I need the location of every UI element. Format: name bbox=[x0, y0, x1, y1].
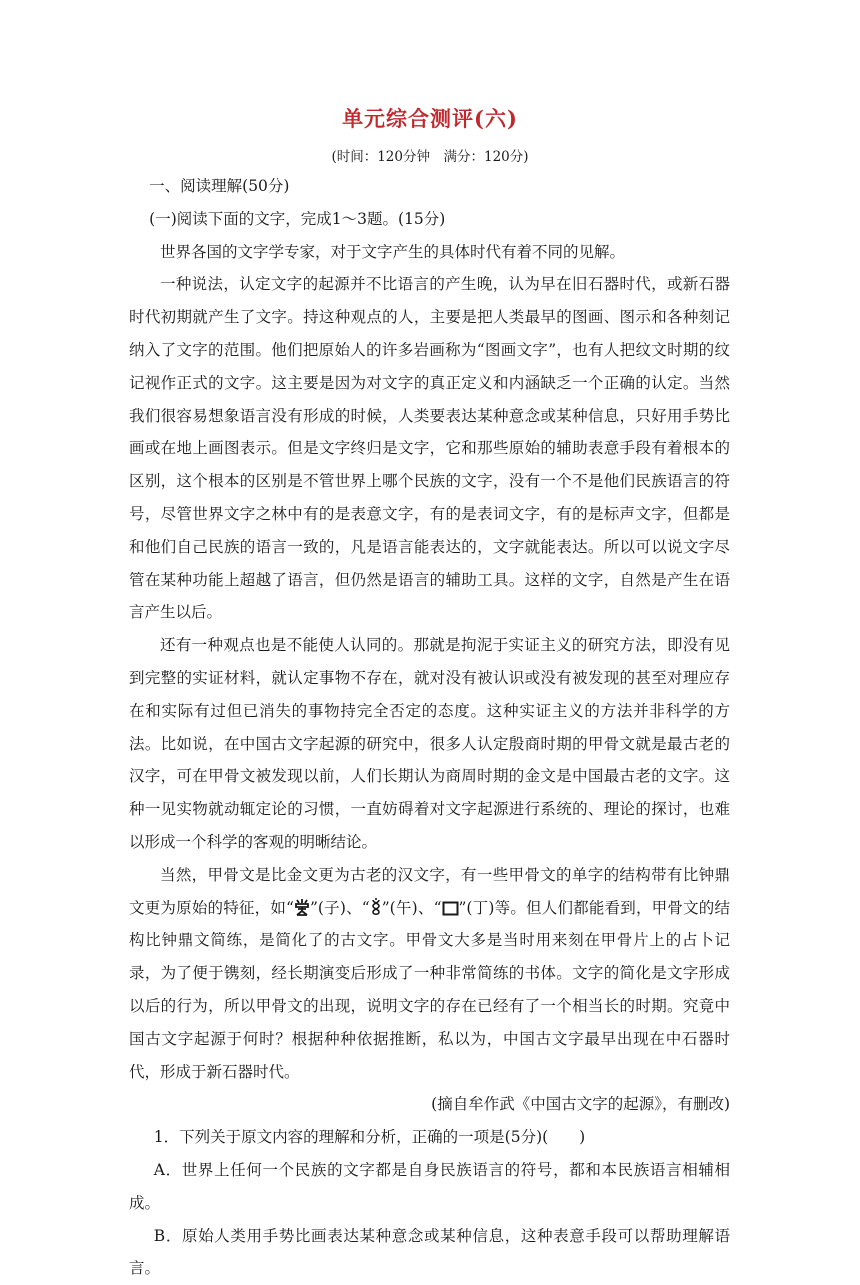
oracle-zi-glyph bbox=[294, 898, 310, 916]
paragraph-3: 还有一种观点也是不能使人认同的。那就是拘泥于实证主义的研究方法，即没有见到完整的实证材料，就认定事物不存在，就对没有被认识或没有被发现的甚至对理应存在和实际有过但已消失的事物持完全否定的态度。这种实证主义的方法并非科学的方法。比如说，在中国古文字起源的研究中，很多人认定殷商时期的甲骨文就是最古老的汉字，可在甲骨文被发现以前，人们长期认为商周时期的金文是中国最古老的文字。这种一见实物就动辄定论的习惯，一直妨碍着对文字起源进行系统的、理论的探讨，也难以形成一个科学的客观的明晰结论。 bbox=[129, 629, 730, 859]
question-1: 1．下列关于原文内容的理解和分析，正确的一项是(5分)( ) bbox=[129, 1121, 730, 1154]
paragraph-4-part-a: 当然，甲骨文是比金文更为古老的汉文字，有一些甲骨文的单字的结构带有比钟鼎文更为原始的特征，如“ bbox=[129, 866, 730, 917]
paragraph-1: 世界各国的文字学专家，对于文字产生的具体时代有着不同的见解。 bbox=[129, 236, 730, 269]
paragraph-4-part-d: ”(丁)等。但人们都能看到，甲骨文的结构比钟鼎文简练，是简化了的古文字。甲骨文大多是当时用来刻在甲骨片上的占卜记录，为了便于镌刻，经长期演变后形成了一种非常简练的书体。文字的简化是文字形成以后的行为，所以甲骨文的出现，说明文字的存在已经有了一个相当长的时期。究竟中国古文字起源于何时？根据种种依据推断，私以为，中国古文字最早出现在中石器时代，形成于新石器时代。 bbox=[129, 899, 730, 1081]
oracle-wu-glyph bbox=[370, 897, 382, 916]
subsection-heading: (一)阅读下面的文字，完成1～3题。(15分) bbox=[129, 203, 730, 236]
paragraph-2: 一种说法，认定文字的起源并不比语言的产生晚，认为早在旧石器时代，或新石器时代初期就产生了文字。持这种观点的人，主要是把人类最早的图画、图示和各种刻记纳入了文字的范围。他们把原始人的许多岩画称为“图画文字”，也有人把纹文时期的纹记视作正式的文字。这主要是因为对文字的真正定义和内涵缺乏一个正确的认定。当然我们很容易想象语言没有形成的时候，人类要表达某种意念或某种信息，只好用手势比画或在地上画图表示。但是文字终归是文字，它和那些原始的辅助表意手段有着根本的区别，这个根本的区别是不管世界上哪个民族的文字，没有一个不是他们民族语言的符号，尽管世界文字之林中有的是表意文字，有的是表词文字，有的是标声文字，但都是和他们自己民族的语言一致的，凡是语言能表达的，文字就能表达。所以可以说文字尽管在某种功能上超越了语言，但仍然是语言的辅助工具。这样的文字，自然是产生在语言产生以后。 bbox=[129, 268, 730, 629]
paragraph-4-part-c: ”(午)、“ bbox=[382, 899, 442, 917]
section-heading: 一、阅读理解(50分) bbox=[129, 170, 730, 203]
time-score-note: (时间：120分钟 满分：120分) bbox=[0, 145, 860, 165]
reading-content bbox=[129, 170, 730, 1285]
option-b: B．原始人类用手势比画表达某种意念或某种信息，这种表意手段可以帮助理解语言。 bbox=[129, 1220, 730, 1285]
source-citation: (摘自牟作武《中国古文字的起源》，有删改) bbox=[129, 1088, 730, 1121]
page-title: 单元综合测评(六) bbox=[0, 103, 860, 133]
paragraph-4 bbox=[129, 859, 730, 1089]
option-a: A．世界上任何一个民族的文字都是自身民族语言的符号，都和本民族语言相辅相成。 bbox=[129, 1154, 730, 1220]
oracle-ding-glyph bbox=[442, 901, 459, 916]
paragraph-4-part-b: ”(子)、“ bbox=[310, 899, 370, 917]
